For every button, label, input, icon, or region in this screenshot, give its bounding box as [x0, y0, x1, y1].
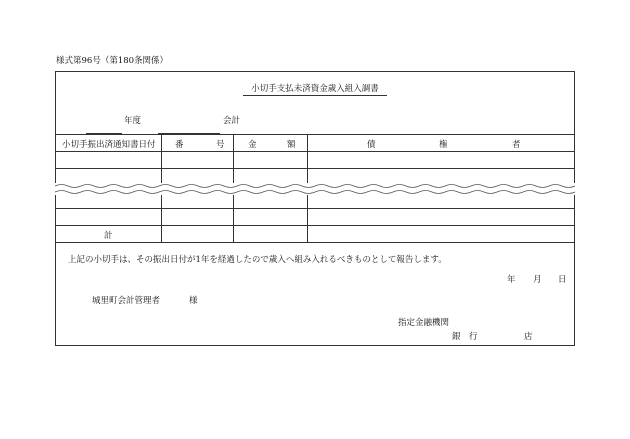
col-divider [233, 134, 234, 184]
statement-text: 上記の小切手は、その振出日付が1年を経過したので歳入へ組み入れるべきものとして報告します。 [68, 255, 447, 265]
designated-institution: 指定金融機関 [398, 318, 450, 328]
table-header-border [56, 151, 574, 152]
omission-break [55, 183, 575, 195]
col-divider [161, 195, 162, 242]
form-number: 様式第96号（第180条関係） [56, 56, 169, 66]
col-divider [161, 134, 162, 184]
header-creditor-b: 権 [439, 140, 448, 150]
header-number-a: 番 [175, 140, 184, 150]
col-divider [307, 134, 308, 184]
header-check-date: 小切手振出済通知書日付 [62, 140, 156, 150]
table-row-border [56, 225, 574, 226]
fiscal-year-label: 年度 [124, 116, 142, 126]
table-bottom-border [56, 242, 574, 243]
fiscal-year-blank[interactable] [86, 122, 122, 134]
date-year: 年 [507, 275, 516, 285]
total-label: 計 [104, 231, 113, 241]
table-row-border [56, 208, 574, 209]
header-amount-a: 金 [248, 140, 257, 150]
account-label: 会計 [223, 116, 241, 126]
date-month: 月 [533, 275, 542, 285]
form-frame [55, 71, 575, 346]
header-amount-b: 額 [287, 140, 296, 150]
branch-label: 店 [524, 332, 533, 342]
table-top-border [56, 134, 574, 135]
header-number-b: 号 [216, 140, 225, 150]
header-creditor-c: 者 [512, 140, 521, 150]
recipient-name: 城里町会計管理者 [92, 296, 161, 306]
col-divider [233, 195, 234, 242]
recipient-honorific: 様 [189, 296, 198, 306]
col-divider [307, 195, 308, 242]
header-creditor-a: 債 [367, 140, 376, 150]
form-title: 小切手支払未済資金歳入組入調書 [56, 82, 574, 94]
account-blank[interactable] [158, 122, 220, 134]
date-day: 日 [558, 275, 567, 285]
bank-label: 銀 行 [452, 332, 478, 342]
table-row-border [56, 168, 574, 169]
